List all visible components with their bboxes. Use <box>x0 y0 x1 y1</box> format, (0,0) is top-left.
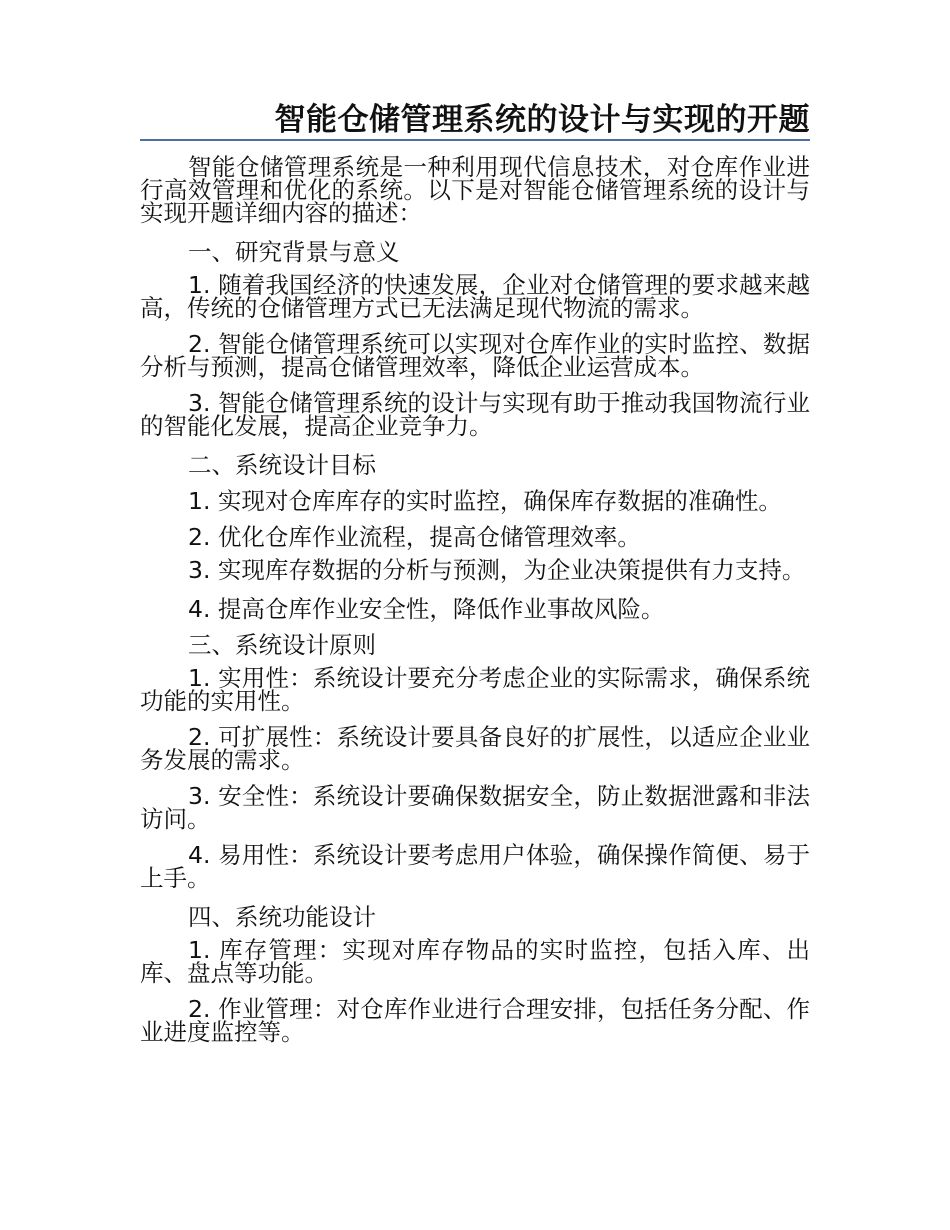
goal-item-3: 3. 实现库存数据的分析与预测，为企业决策提供有力支持。 <box>188 556 806 584</box>
principle-item-4: 4. 易用性：系统设计要考虑用户体验，确保操作简便、易于上手。 <box>140 841 810 892</box>
background-item-2: 2. 智能仓储管理系统可以实现对仓库作业的实时监控、数据分析与预测，提高仓储管理效率，降低企业运营成本。 <box>140 330 810 381</box>
principle-item-1: 1. 实用性：系统设计要充分考虑企业的实际需求，确保系统功能的实用性。 <box>140 664 810 715</box>
background-item-1: 1. 随着我国经济的快速发展，企业对仓储管理的要求越来越高，传统的仓储管理方式已无法满足现代物流的需求。 <box>140 271 810 322</box>
principle-item-2: 2. 可扩展性：系统设计要具备良好的扩展性，以适应企业业务发展的需求。 <box>140 723 810 774</box>
goal-item-1: 1. 实现对仓库库存的实时监控，确保库存数据的准确性。 <box>188 487 782 515</box>
goal-item-4: 4. 提高仓库作业安全性，降低作业事故风险。 <box>188 595 665 623</box>
intro-paragraph: 智能仓储管理系统是一种利用现代信息技术，对仓库作业进行高效管理和优化的系统。以下是对智能仓储管理系统的设计与实现开题详细内容的描述： <box>140 153 810 227</box>
section-heading-principles: 三、系统设计原则 <box>188 631 376 659</box>
section-heading-background: 一、研究背景与意义 <box>188 238 400 266</box>
document-body <box>140 153 810 1057</box>
principle-item-3: 3. 安全性：系统设计要确保数据安全，防止数据泄露和非法访问。 <box>140 782 810 833</box>
background-item-3: 3. 智能仓储管理系统的设计与实现有助于推动我国物流行业的智能化发展，提高企业竞争力。 <box>140 389 810 440</box>
function-item-2: 2. 作业管理：对仓库作业进行合理安排，包括任务分配、作业进度监控等。 <box>140 995 810 1046</box>
section-heading-functions: 四、系统功能设计 <box>188 903 376 931</box>
goal-item-2: 2. 优化仓库作业流程，提高仓储管理效率。 <box>188 523 641 551</box>
section-heading-goals: 二、系统设计目标 <box>188 451 376 479</box>
function-item-1: 1. 库存管理：实现对库存物品的实时监控，包括入库、出库、盘点等功能。 <box>140 936 810 987</box>
title-underline <box>140 139 810 141</box>
document-title: 智能仓储管理系统的设计与实现的开题 <box>274 102 810 138</box>
